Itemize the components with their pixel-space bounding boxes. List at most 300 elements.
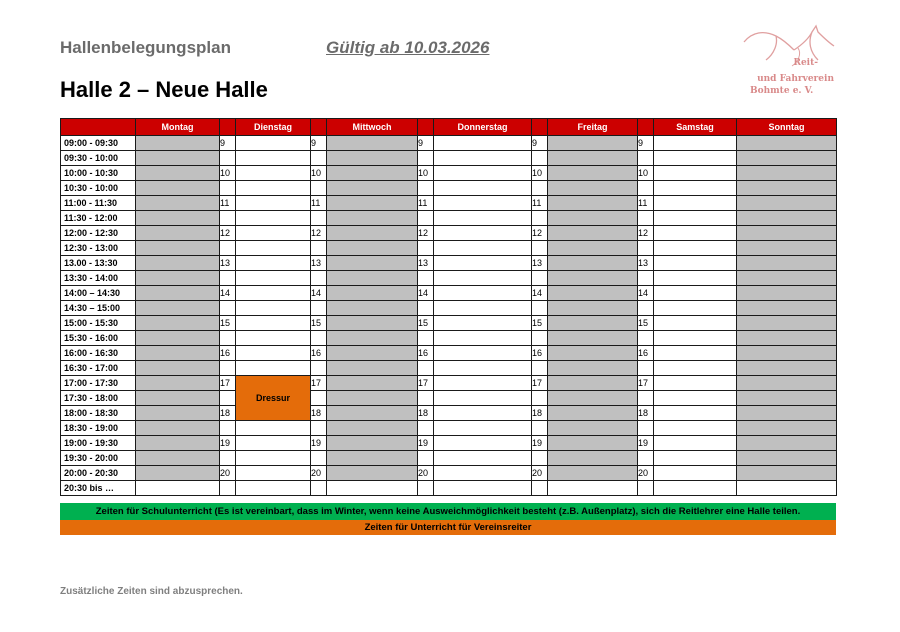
hall-title: Halle 2 – Neue Halle (60, 77, 268, 102)
slot-samstag (654, 361, 737, 376)
time-slot-label: 18:30 - 19:00 (61, 421, 136, 436)
slot-mittwoch (327, 151, 418, 166)
hour-marker: 9 (418, 136, 434, 151)
schedule-body (61, 136, 837, 496)
time-row (61, 466, 837, 481)
slot-sonntag (737, 166, 837, 181)
slot-donnerstag (434, 361, 532, 376)
slot-mittwoch (327, 406, 418, 421)
hour-marker: 15 (311, 316, 327, 331)
hour-marker (418, 241, 434, 256)
horse-logo-icon (738, 20, 838, 80)
hour-marker: 15 (638, 316, 654, 331)
slot-dienstag (236, 301, 311, 316)
time-slot-label: 20:00 - 20:30 (61, 466, 136, 481)
slot-dienstag (236, 286, 311, 301)
time-row (61, 256, 837, 271)
slot-sonntag (737, 346, 837, 361)
slot-mittwoch (327, 196, 418, 211)
hour-marker: 13 (220, 256, 236, 271)
time-slot-label: 15:00 - 15:30 (61, 316, 136, 331)
slot-dienstag (236, 256, 311, 271)
slot-freitag (548, 376, 638, 391)
hour-marker: 16 (220, 346, 236, 361)
hour-marker: 17 (220, 376, 236, 391)
slot-dienstag (236, 196, 311, 211)
slot-sonntag (737, 331, 837, 346)
slot-samstag (654, 436, 737, 451)
slot-dienstag (236, 331, 311, 346)
slot-mittwoch (327, 451, 418, 466)
hour-marker (220, 331, 236, 346)
hour-marker (638, 451, 654, 466)
slot-montag (136, 421, 220, 436)
slot-freitag (548, 166, 638, 181)
slot-freitag (548, 316, 638, 331)
hour-marker: 10 (220, 166, 236, 181)
slot-donnerstag (434, 391, 532, 406)
slot-mittwoch (327, 361, 418, 376)
hour-marker: 10 (311, 166, 327, 181)
slot-sonntag (737, 376, 837, 391)
slot-dienstag (236, 151, 311, 166)
hour-marker: 9 (311, 136, 327, 151)
hour-marker: 14 (418, 286, 434, 301)
slot-samstag (654, 481, 737, 496)
slot-samstag (654, 151, 737, 166)
slot-freitag (548, 286, 638, 301)
time-slot-label: 09:30 - 10:00 (61, 151, 136, 166)
hour-marker: 11 (220, 196, 236, 211)
hour-marker: 10 (638, 166, 654, 181)
slot-donnerstag (434, 166, 532, 181)
slot-samstag (654, 181, 737, 196)
slot-montag (136, 166, 220, 181)
slot-montag (136, 286, 220, 301)
hour-marker: 13 (638, 256, 654, 271)
time-row (61, 331, 837, 346)
slot-sonntag (737, 316, 837, 331)
slot-mittwoch (327, 376, 418, 391)
time-slot-label: 17:00 - 17:30 (61, 376, 136, 391)
slot-donnerstag (434, 196, 532, 211)
hour-marker (220, 151, 236, 166)
hour-marker (311, 391, 327, 406)
hour-marker: 11 (532, 196, 548, 211)
footnote: Zusätzliche Zeiten sind abzusprechen. (60, 586, 243, 597)
hour-marker (418, 301, 434, 316)
time-slot-label: 10:00 - 10:30 (61, 166, 136, 181)
time-slot-label: 13.00 - 13:30 (61, 256, 136, 271)
hour-marker (418, 151, 434, 166)
slot-freitag (548, 256, 638, 271)
time-row (61, 436, 837, 451)
hour-marker: 16 (532, 346, 548, 361)
slot-freitag (548, 421, 638, 436)
legend-school-lessons: Zeiten für Schulunterricht (Es ist vereinbart, dass im Winter, wenn keine Ausweichmöglichkeit besteht (z.B. Außenplatz), sich die Reitlehrer eine Halle teilen. (60, 503, 836, 520)
hour-marker: 18 (532, 406, 548, 421)
slot-dienstag (236, 466, 311, 481)
slot-montag (136, 301, 220, 316)
slot-montag (136, 346, 220, 361)
time-row (61, 196, 837, 211)
hour-marker (638, 391, 654, 406)
marker-header (532, 119, 548, 136)
time-row (61, 376, 837, 391)
hour-marker (638, 421, 654, 436)
slot-mittwoch (327, 286, 418, 301)
slot-donnerstag (434, 346, 532, 361)
slot-samstag (654, 466, 737, 481)
slot-montag (136, 406, 220, 421)
slot-sonntag (737, 436, 837, 451)
day-header-row (61, 119, 837, 136)
time-row (61, 226, 837, 241)
club-logo (738, 20, 838, 100)
slot-dienstag (236, 211, 311, 226)
hour-marker: 19 (418, 436, 434, 451)
time-row (61, 316, 837, 331)
hour-marker: 19 (311, 436, 327, 451)
hour-marker (532, 481, 548, 496)
corner-cell (61, 119, 136, 136)
day-header-dienstag: Dienstag (236, 119, 311, 136)
slot-donnerstag (434, 421, 532, 436)
hour-marker: 13 (418, 256, 434, 271)
slot-sonntag (737, 301, 837, 316)
hour-marker (532, 391, 548, 406)
slot-samstag (654, 406, 737, 421)
slot-montag (136, 331, 220, 346)
slot-donnerstag (434, 301, 532, 316)
slot-dienstag (236, 421, 311, 436)
day-header-mittwoch: Mittwoch (327, 119, 418, 136)
slot-samstag (654, 226, 737, 241)
marker-header (418, 119, 434, 136)
slot-samstag (654, 136, 737, 151)
slot-montag (136, 466, 220, 481)
time-slot-label: 14:30 – 15:00 (61, 301, 136, 316)
hour-marker (638, 271, 654, 286)
slot-samstag (654, 286, 737, 301)
hour-marker: 16 (638, 346, 654, 361)
hour-marker (638, 151, 654, 166)
hour-marker (311, 151, 327, 166)
time-slot-label: 15:30 - 16:00 (61, 331, 136, 346)
slot-sonntag (737, 211, 837, 226)
hour-marker (638, 481, 654, 496)
hour-marker (638, 361, 654, 376)
hour-marker: 12 (638, 226, 654, 241)
slot-dienstag (236, 226, 311, 241)
hour-marker (220, 391, 236, 406)
slot-sonntag (737, 466, 837, 481)
hour-marker (220, 421, 236, 436)
time-row (61, 151, 837, 166)
hour-marker (532, 151, 548, 166)
hour-marker: 15 (220, 316, 236, 331)
hour-marker (311, 331, 327, 346)
slot-samstag (654, 421, 737, 436)
hour-marker: 16 (311, 346, 327, 361)
slot-dienstag (236, 136, 311, 151)
hour-marker (220, 301, 236, 316)
slot-montag (136, 196, 220, 211)
schedule-table (60, 118, 837, 496)
time-row (61, 241, 837, 256)
day-header-donnerstag: Donnerstag (434, 119, 532, 136)
hour-marker (638, 241, 654, 256)
slot-sonntag (737, 361, 837, 376)
hour-marker (220, 271, 236, 286)
hour-marker: 14 (311, 286, 327, 301)
slot-montag (136, 436, 220, 451)
hour-marker: 17 (638, 376, 654, 391)
time-slot-label: 16:30 - 17:00 (61, 361, 136, 376)
slot-donnerstag (434, 406, 532, 421)
slot-mittwoch (327, 136, 418, 151)
slot-freitag (548, 226, 638, 241)
slot-freitag (548, 151, 638, 166)
slot-sonntag (737, 136, 837, 151)
hour-marker (418, 451, 434, 466)
slot-freitag (548, 436, 638, 451)
slot-freitag (548, 271, 638, 286)
hour-marker (532, 361, 548, 376)
slot-freitag (548, 391, 638, 406)
hour-marker: 15 (532, 316, 548, 331)
slot-montag (136, 376, 220, 391)
slot-mittwoch (327, 256, 418, 271)
hour-marker: 17 (418, 376, 434, 391)
slot-sonntag (737, 286, 837, 301)
logo-text-line1: Reit- (793, 58, 818, 68)
slot-donnerstag (434, 226, 532, 241)
slot-sonntag (737, 241, 837, 256)
slot-samstag (654, 241, 737, 256)
slot-freitag (548, 241, 638, 256)
time-slot-label: 17:30 - 18:00 (61, 391, 136, 406)
slot-donnerstag (434, 211, 532, 226)
marker-header (638, 119, 654, 136)
slot-dienstag (236, 346, 311, 361)
slot-samstag (654, 391, 737, 406)
time-row (61, 301, 837, 316)
hour-marker (418, 211, 434, 226)
hour-marker: 18 (418, 406, 434, 421)
hour-marker (311, 301, 327, 316)
hour-marker (418, 481, 434, 496)
hour-marker: 16 (418, 346, 434, 361)
hour-marker (220, 211, 236, 226)
slot-mittwoch (327, 226, 418, 241)
day-header-sonntag: Sonntag (737, 119, 837, 136)
hour-marker (311, 421, 327, 436)
hour-marker: 11 (311, 196, 327, 211)
slot-samstag (654, 346, 737, 361)
slot-samstag (654, 376, 737, 391)
logo-text-line2: und Fahrverein (757, 74, 834, 84)
hour-marker (418, 361, 434, 376)
hour-marker: 10 (418, 166, 434, 181)
time-row (61, 211, 837, 226)
time-slot-label: 12:30 - 13:00 (61, 241, 136, 256)
hour-marker (638, 301, 654, 316)
hour-marker: 14 (532, 286, 548, 301)
slot-sonntag (737, 451, 837, 466)
hour-marker: 9 (638, 136, 654, 151)
slot-mittwoch (327, 166, 418, 181)
slot-samstag (654, 196, 737, 211)
time-row (61, 391, 837, 406)
time-slot-label: 19:30 - 20:00 (61, 451, 136, 466)
hour-marker: 20 (532, 466, 548, 481)
hour-marker: 12 (532, 226, 548, 241)
hour-marker: 12 (311, 226, 327, 241)
slot-dienstag (236, 481, 311, 496)
hour-marker (220, 361, 236, 376)
hour-marker: 19 (532, 436, 548, 451)
hour-marker: 12 (220, 226, 236, 241)
slot-sonntag (737, 406, 837, 421)
time-slot-label: 19:00 - 19:30 (61, 436, 136, 451)
time-slot-label: 16:00 - 16:30 (61, 346, 136, 361)
time-slot-label: 11:00 - 11:30 (61, 196, 136, 211)
day-header-montag: Montag (136, 119, 220, 136)
hour-marker (638, 181, 654, 196)
slot-sonntag (737, 256, 837, 271)
hour-marker (418, 271, 434, 286)
hour-marker: 14 (220, 286, 236, 301)
slot-mittwoch (327, 391, 418, 406)
slot-montag (136, 361, 220, 376)
hour-marker (311, 271, 327, 286)
time-slot-label: 18:00 - 18:30 (61, 406, 136, 421)
slot-montag (136, 226, 220, 241)
hour-marker: 9 (220, 136, 236, 151)
slot-freitag (548, 466, 638, 481)
hour-marker (220, 241, 236, 256)
day-header-samstag: Samstag (654, 119, 737, 136)
hour-marker: 15 (418, 316, 434, 331)
slot-freitag (548, 406, 638, 421)
time-slot-label: 20:30 bis … (61, 481, 136, 496)
slot-freitag (548, 481, 638, 496)
hour-marker: 18 (311, 406, 327, 421)
slot-samstag (654, 451, 737, 466)
hour-marker (532, 241, 548, 256)
time-slot-label: 11:30 - 12:00 (61, 211, 136, 226)
hour-marker: 13 (532, 256, 548, 271)
slot-dienstag (236, 361, 311, 376)
hour-marker: 18 (638, 406, 654, 421)
time-row (61, 166, 837, 181)
hour-marker (638, 211, 654, 226)
hour-marker (532, 331, 548, 346)
valid-from-date: Gültig ab 10.03.2026 (326, 38, 490, 57)
marker-header (220, 119, 236, 136)
hour-marker (311, 451, 327, 466)
slot-donnerstag (434, 331, 532, 346)
slot-freitag (548, 361, 638, 376)
time-slot-label: 09:00 - 09:30 (61, 136, 136, 151)
slot-samstag (654, 316, 737, 331)
slot-donnerstag (434, 316, 532, 331)
hour-marker (311, 241, 327, 256)
hour-marker (418, 331, 434, 346)
slot-samstag (654, 301, 737, 316)
time-row (61, 451, 837, 466)
hour-marker: 20 (311, 466, 327, 481)
hour-marker: 20 (418, 466, 434, 481)
slot-donnerstag (434, 466, 532, 481)
slot-samstag (654, 166, 737, 181)
hour-marker: 20 (638, 466, 654, 481)
hour-marker (532, 301, 548, 316)
day-header-freitag: Freitag (548, 119, 638, 136)
slot-sonntag (737, 181, 837, 196)
hour-marker: 10 (532, 166, 548, 181)
hour-marker (418, 181, 434, 196)
hour-marker: 17 (532, 376, 548, 391)
slot-montag (136, 181, 220, 196)
time-row (61, 271, 837, 286)
slot-donnerstag (434, 451, 532, 466)
slot-dienstag (236, 436, 311, 451)
hour-marker (532, 421, 548, 436)
time-slot-label: 13:30 - 14:00 (61, 271, 136, 286)
hour-marker (532, 271, 548, 286)
slot-mittwoch (327, 436, 418, 451)
slot-sonntag (737, 151, 837, 166)
slot-mittwoch (327, 331, 418, 346)
hour-marker: 11 (638, 196, 654, 211)
slot-montag (136, 481, 220, 496)
slot-montag (136, 391, 220, 406)
hour-marker: 14 (638, 286, 654, 301)
slot-mittwoch (327, 481, 418, 496)
hour-marker: 12 (418, 226, 434, 241)
slot-mittwoch (327, 316, 418, 331)
slot-donnerstag (434, 256, 532, 271)
hour-marker (311, 181, 327, 196)
slot-samstag (654, 211, 737, 226)
hour-marker (532, 211, 548, 226)
slot-montag (136, 151, 220, 166)
slot-sonntag (737, 226, 837, 241)
slot-freitag (548, 196, 638, 211)
hour-marker (638, 331, 654, 346)
slot-sonntag (737, 196, 837, 211)
hour-marker: 17 (311, 376, 327, 391)
hour-marker: 19 (220, 436, 236, 451)
slot-sonntag (737, 421, 837, 436)
slot-freitag (548, 301, 638, 316)
slot-donnerstag (434, 241, 532, 256)
time-row (61, 421, 837, 436)
time-row (61, 406, 837, 421)
slot-dienstag (236, 181, 311, 196)
hour-marker: 11 (418, 196, 434, 211)
hour-marker (418, 391, 434, 406)
hour-marker: 13 (311, 256, 327, 271)
slot-montag (136, 316, 220, 331)
slot-mittwoch (327, 421, 418, 436)
time-slot-label: 10:30 - 10:00 (61, 181, 136, 196)
slot-mittwoch (327, 466, 418, 481)
slot-dienstag (236, 316, 311, 331)
slot-donnerstag (434, 376, 532, 391)
